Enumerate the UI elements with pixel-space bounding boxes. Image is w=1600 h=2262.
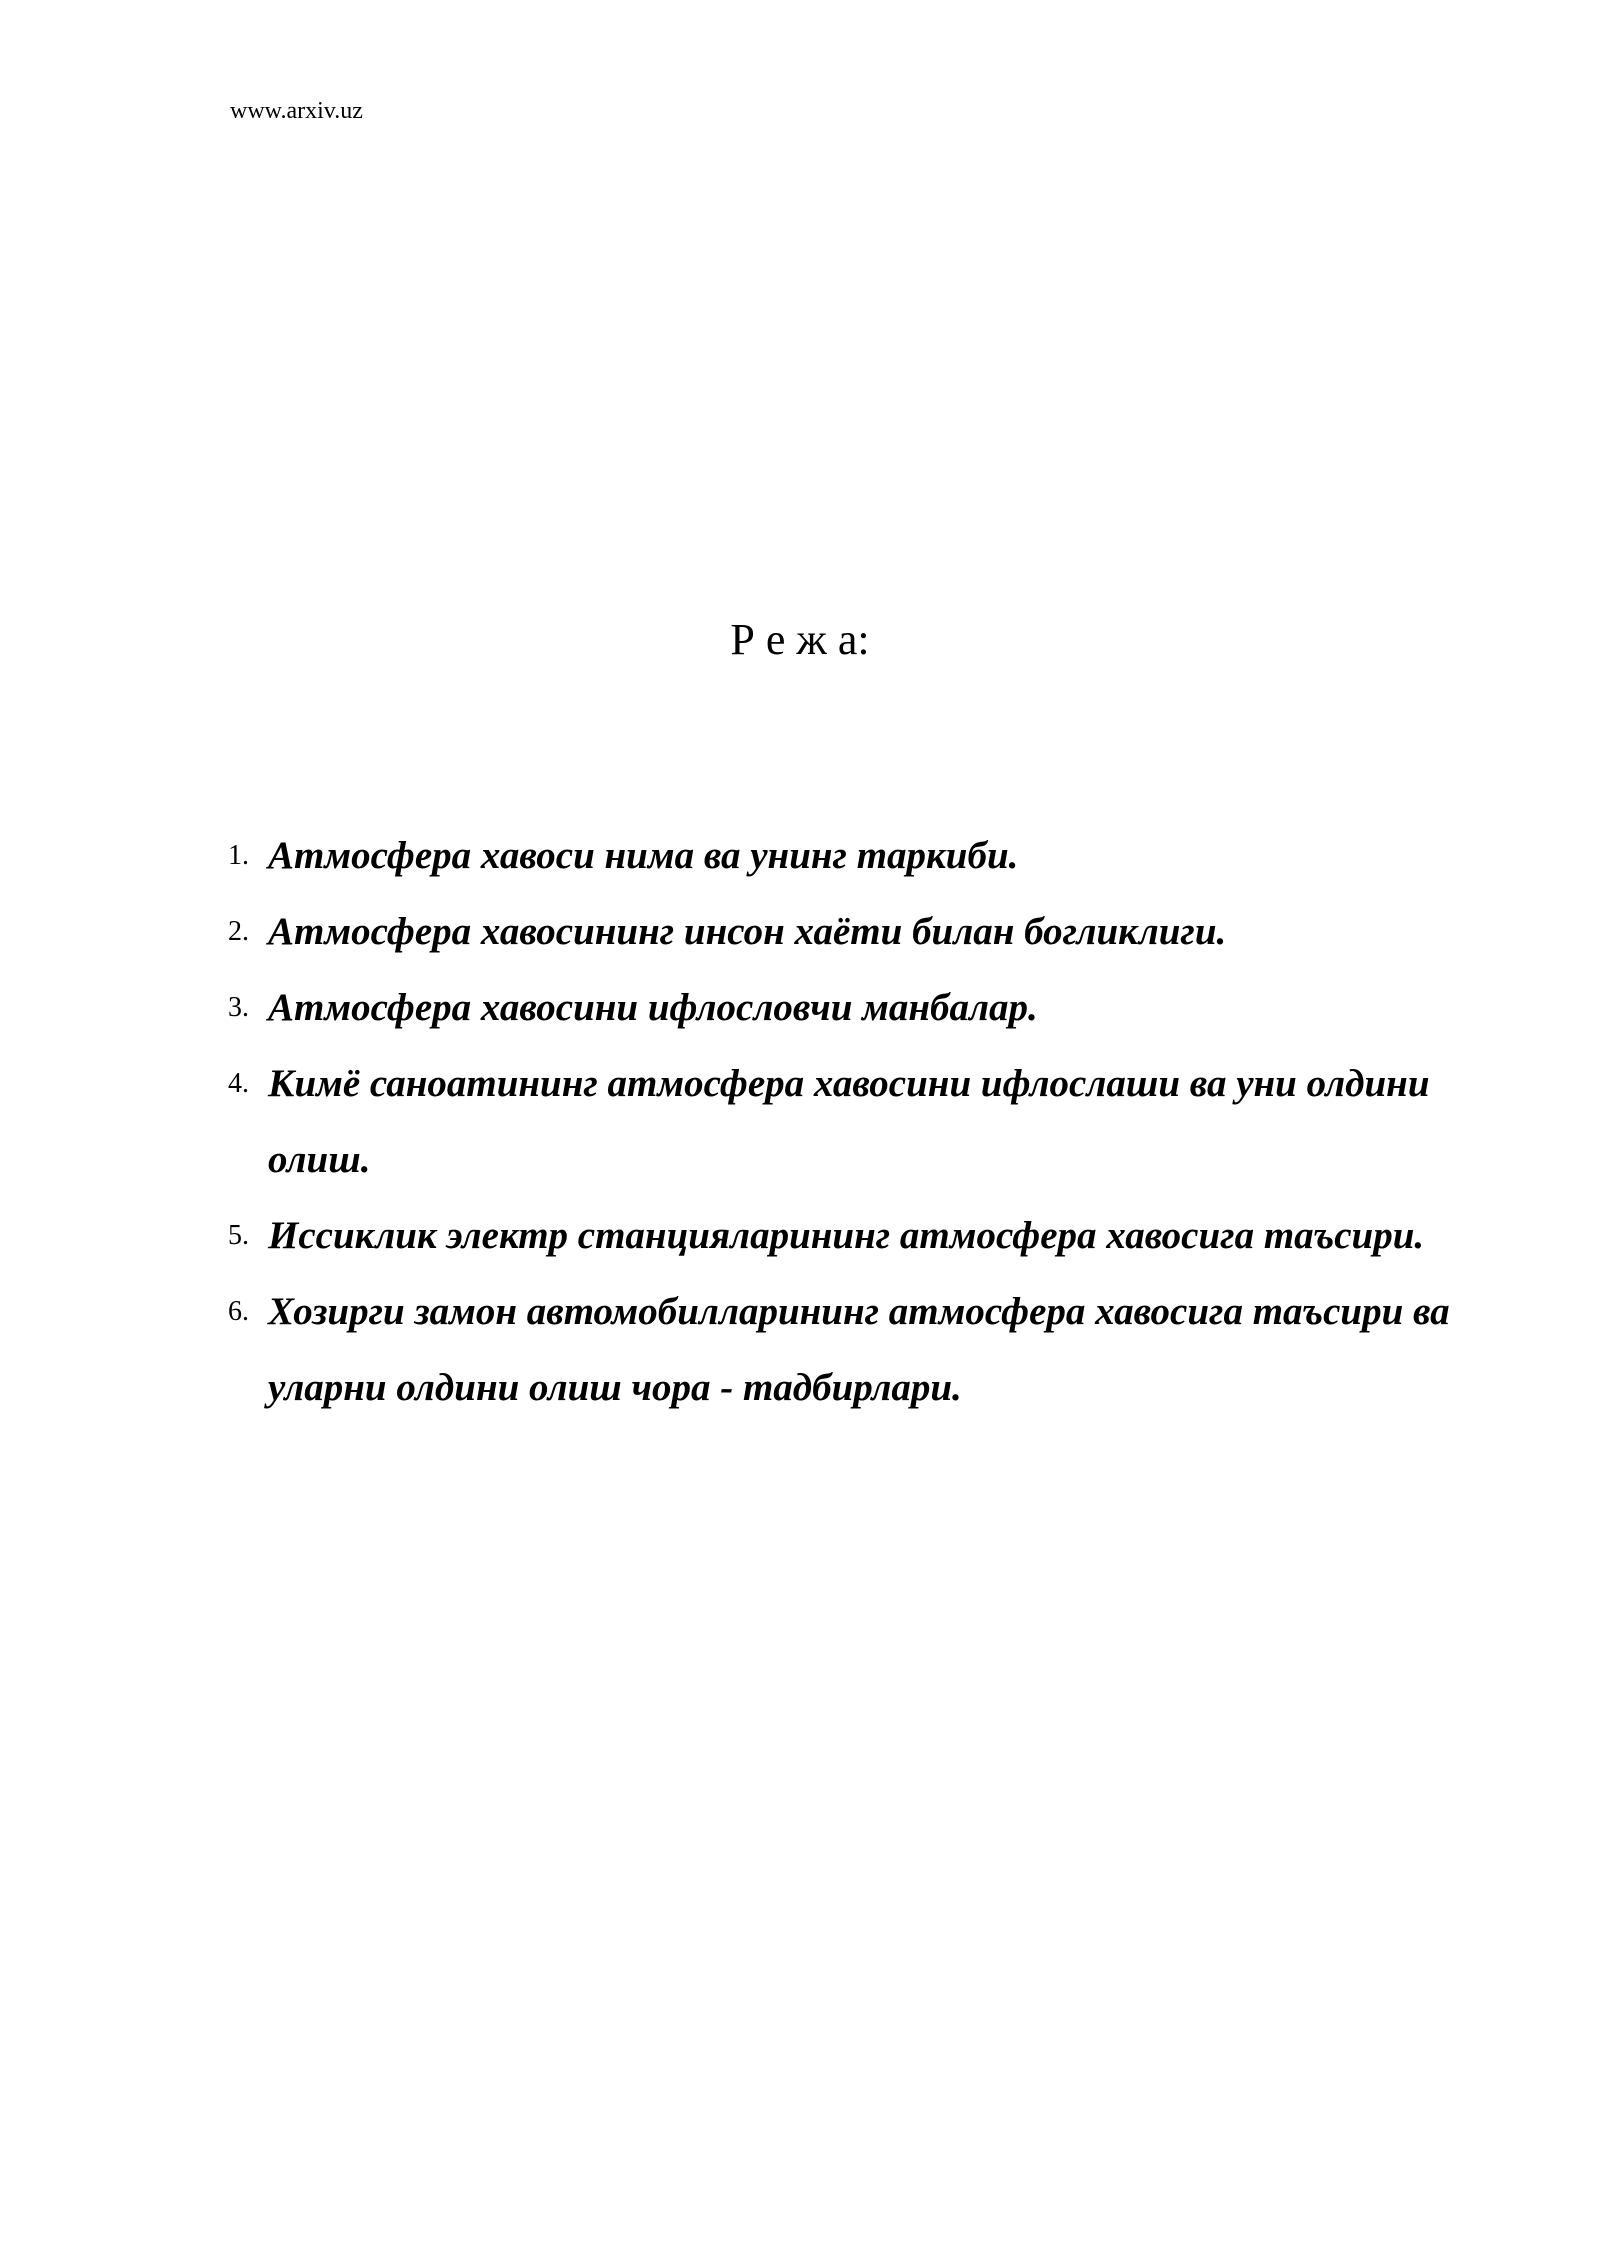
plan-item-number: 5. [228, 1220, 249, 1251]
plan-list [228, 818, 1468, 1426]
plan-item-text: Хозирги замон автомобилларининг атмосфера хавосига таъсири ва уларни олдини олиш чора - тадбирлари. [268, 1290, 1450, 1409]
plan-item-2 [228, 894, 1468, 970]
plan-item-1 [228, 818, 1468, 894]
header-url: www.arxiv.uz [230, 98, 363, 124]
plan-item-number: 1. [228, 840, 249, 871]
plan-item-6 [228, 1274, 1468, 1426]
plan-item-3 [228, 970, 1468, 1046]
plan-item-5 [228, 1198, 1468, 1274]
plan-item-number: 4. [228, 1068, 249, 1099]
plan-item-text: Атмосфера хавосини ифлословчи манбалар. [268, 986, 1038, 1029]
plan-item-number: 6. [228, 1296, 249, 1327]
plan-item-text: Иссиклик электр станцияларининг атмосфера хавосига таъсири. [268, 1214, 1425, 1257]
plan-item-text: Атмосфера хавоси нима ва унинг таркиби. [268, 834, 1019, 877]
plan-title: Р е ж а: [730, 615, 870, 664]
plan-item-4 [228, 1046, 1468, 1198]
plan-item-text: Атмосфера хавосининг инсон хаёти билан богликлиги. [268, 910, 1227, 953]
plan-item-number: 3. [228, 992, 249, 1023]
plan-item-text: Кимё саноатининг атмосфера хавосини ифлослаши ва уни олдини олиш. [268, 1062, 1430, 1181]
plan-item-number: 2. [228, 916, 249, 947]
